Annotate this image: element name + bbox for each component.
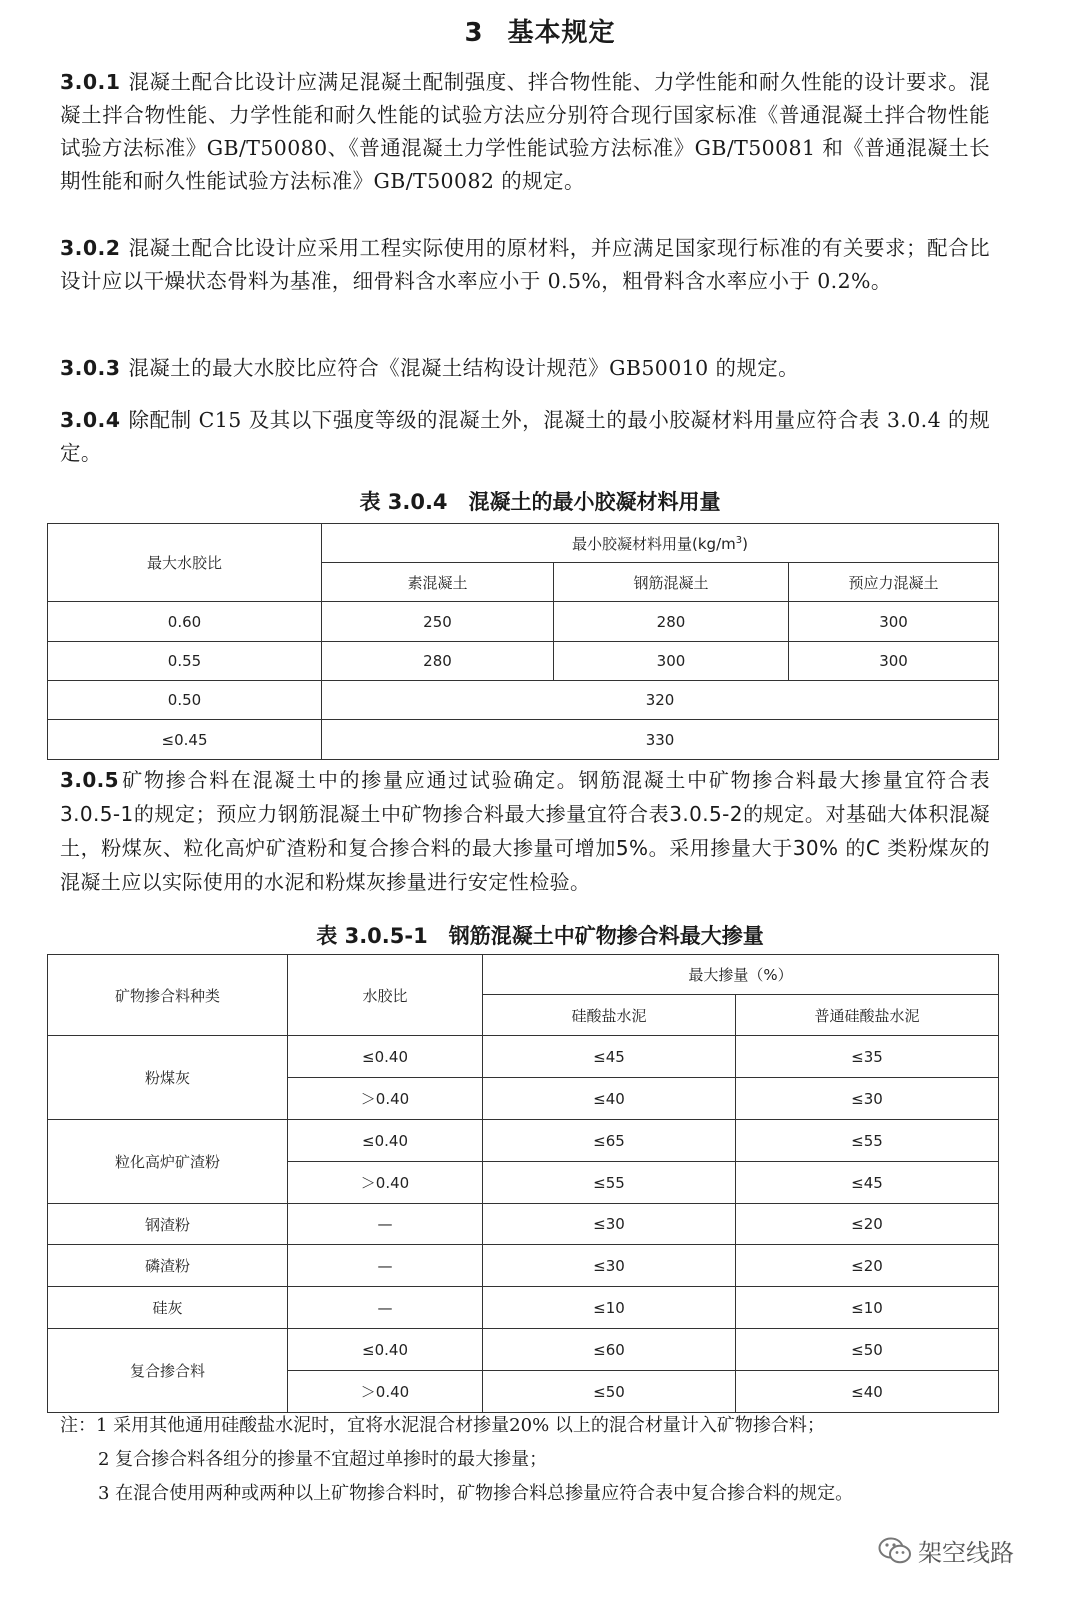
table-3-0-4-caption: 表 3.0.4 混凝土的最小胶凝材料用量	[359, 490, 721, 514]
cell-admixture-type: 粒化高炉矿渣粉	[48, 1120, 288, 1204]
cell-ratio: —	[288, 1245, 483, 1287]
cell-value: ≤65	[483, 1120, 736, 1162]
cell-ratio: ≤0.40	[288, 1036, 483, 1078]
cell-value: ≤55	[483, 1162, 736, 1204]
clause-number: 3.0.1	[60, 70, 121, 94]
paragraph-3-0-2	[60, 232, 990, 298]
section-title	[0, 12, 1080, 49]
table-row	[48, 1120, 999, 1162]
cell-value: ≤55	[736, 1120, 999, 1162]
table-notes	[60, 1409, 1020, 1511]
cell-value: 280	[554, 602, 789, 642]
cell-value: ≤40	[736, 1371, 999, 1413]
header-admixture-type: 矿物掺合料种类	[48, 955, 288, 1036]
cell-admixture-type: 硅灰	[48, 1287, 288, 1329]
cell-admixture-type: 粉煤灰	[48, 1036, 288, 1120]
table-3-0-5-1	[47, 954, 999, 1413]
clause-text: 混凝土的最大水胶比应符合《混凝土结构设计规范》GB50010 的规定。	[128, 356, 800, 380]
cell-value: 300	[789, 642, 999, 681]
table-row	[48, 1245, 999, 1287]
clause-text: 矿物掺合料在混凝土中的掺量应通过试验确定。钢筋混凝土中矿物掺合料最大掺量宜符合表3.0.5-1的规定；预应力钢筋混凝土中矿物掺合料最大掺量宜符合表3.0.5-2的规定。对基础大体积混凝土，粉煤灰、粒化高炉矿渣粉和复合掺合料的最大掺量可增加5%。采用掺量大于30% 的C 类粉煤灰的混凝土应以实际使用的水泥和粉煤灰掺量进行安定性检验。	[60, 768, 990, 894]
cell-value: 280	[322, 642, 554, 681]
clause-number: 3.0.5	[60, 768, 119, 792]
cell-admixture-type: 复合掺合料	[48, 1329, 288, 1413]
cell-value: ≤30	[483, 1245, 736, 1287]
clause-text: 除配制 C15 及其以下强度等级的混凝土外，混凝土的最小胶凝材料用量应符合表 3.0.4 的规定。	[60, 408, 990, 465]
cell-ratio: 0.60	[48, 602, 322, 642]
note-3: 3 在混合使用两种或两种以上矿物掺合料时，矿物掺合料总掺量应符合表中复合掺合料的规定。	[98, 1483, 854, 1504]
cell-ratio: ≤0.40	[288, 1329, 483, 1371]
table-row	[48, 1036, 999, 1078]
table-row	[48, 1329, 999, 1371]
cell-admixture-type: 磷渣粉	[48, 1245, 288, 1287]
cell-value: ≤50	[736, 1329, 999, 1371]
table-row	[48, 1287, 999, 1329]
note-2: 2 复合掺合料各组分的掺量不宜超过单掺时的最大掺量；	[98, 1449, 548, 1470]
cell-ratio: 0.50	[48, 681, 322, 720]
watermark	[878, 1533, 1014, 1568]
table-row	[48, 602, 999, 642]
cell-value: ≤30	[736, 1078, 999, 1120]
cell-value: 250	[322, 602, 554, 642]
wechat-icon	[878, 1537, 912, 1565]
cell-ratio: ＞0.40	[288, 1162, 483, 1204]
header-min-binder-content: 最小胶凝材料用量$(kg/m^3)$	[322, 524, 999, 563]
cell-value: ≤60	[483, 1329, 736, 1371]
paragraph-3-0-5	[60, 763, 990, 899]
table-3-0-4	[47, 523, 999, 760]
cell-ratio: —	[288, 1204, 483, 1245]
watermark-text: 架空线路	[918, 1539, 1014, 1567]
note-1: 注：1 采用其他通用硅酸盐水泥时，宜将水泥混合材掺量20% 以上的混合材量计入矿物掺合料；	[60, 1415, 825, 1436]
table-row	[48, 1204, 999, 1245]
paragraph-3-0-1	[60, 66, 990, 198]
header-reinforced-concrete: 钢筋混凝土	[554, 563, 789, 602]
cell-ratio: ≤0.40	[288, 1120, 483, 1162]
cell-value: 300	[554, 642, 789, 681]
header-portland-cement: 硅酸盐水泥	[483, 995, 736, 1036]
table-3-0-5-1-caption: 表 3.0.5-1 钢筋混凝土中矿物掺合料最大掺量	[316, 924, 764, 948]
cell-value: ≤35	[736, 1036, 999, 1078]
cell-ratio: 0.55	[48, 642, 322, 681]
header-prestressed-concrete: 预应力混凝土	[789, 563, 999, 602]
paragraph-3-0-4	[60, 404, 990, 470]
paragraph-3-0-3	[60, 352, 990, 385]
section-number: 3	[464, 18, 484, 48]
header-ordinary-portland-cement: 普通硅酸盐水泥	[736, 995, 999, 1036]
cell-ratio: —	[288, 1287, 483, 1329]
cell-ratio: ＞0.40	[288, 1371, 483, 1413]
cell-value: 300	[789, 602, 999, 642]
section-heading-text: 基本规定	[507, 18, 616, 48]
clause-number: 3.0.2	[60, 236, 121, 260]
cell-ratio: ＞0.40	[288, 1078, 483, 1120]
cell-value: ≤30	[483, 1204, 736, 1245]
header-max-dosage: 最大掺量（%）	[483, 955, 999, 995]
cell-value: ≤45	[483, 1036, 736, 1078]
cell-value-merged: 320	[322, 681, 999, 720]
table-row	[48, 642, 999, 681]
clause-number: 3.0.3	[60, 356, 121, 380]
cell-value-merged: 330	[322, 720, 999, 760]
clause-text: 混凝土配合比设计应采用工程实际使用的原材料，并应满足国家现行标准的有关要求；配合比设计应以干燥状态骨料为基准，细骨料含水率应小于 0.5%，粗骨料含水率应小于 0.2%。	[60, 236, 990, 293]
header-water-binder-ratio: 水胶比	[288, 955, 483, 1036]
table-row	[48, 681, 999, 720]
cell-value: ≤20	[736, 1245, 999, 1287]
cell-value: ≤10	[736, 1287, 999, 1329]
header-plain-concrete: 素混凝土	[322, 563, 554, 602]
cell-value: ≤50	[483, 1371, 736, 1413]
clause-text: 混凝土配合比设计应满足混凝土配制强度、拌合物性能、力学性能和耐久性能的设计要求。混凝土拌合物性能、力学性能和耐久性能的试验方法应分别符合现行国家标准《普通混凝土拌合物性能试验方法标准》GB/T50080、《普通混凝土力学性能试验方法标准》GB/T50081 和《普通混凝土长期性能和耐久性能试验方法标准》GB/T50082 的规定。	[60, 70, 990, 193]
cell-value: ≤45	[736, 1162, 999, 1204]
table-row	[48, 720, 999, 760]
cell-value: ≤10	[483, 1287, 736, 1329]
cell-ratio: ≤0.45	[48, 720, 322, 760]
cell-value: ≤40	[483, 1078, 736, 1120]
cell-admixture-type: 钢渣粉	[48, 1204, 288, 1245]
cell-value: ≤20	[736, 1204, 999, 1245]
header-max-water-binder-ratio: 最大水胶比	[48, 524, 322, 602]
clause-number: 3.0.4	[60, 408, 121, 432]
